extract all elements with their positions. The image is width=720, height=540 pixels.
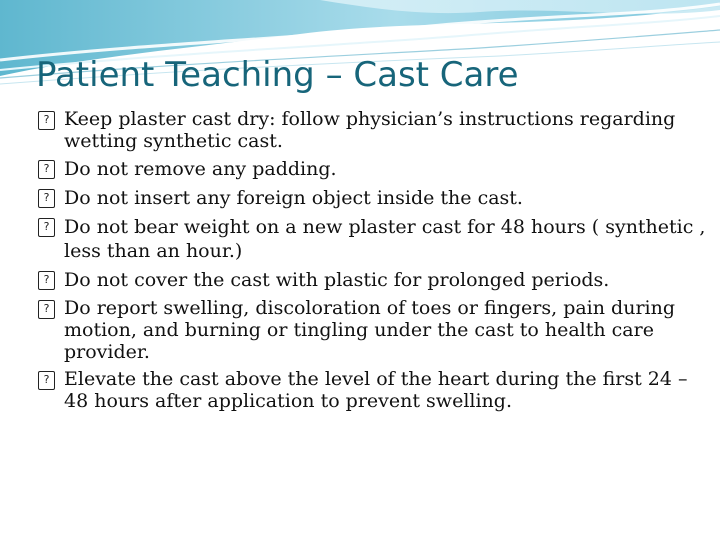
bullet-text: Do not bear weight on a new plaster cast for 48 hours ( synthetic , less than an hour.) — [64, 216, 706, 262]
bullet-text: Do report swelling, discoloration of toes or fingers, pain during motion, and burning or tingling under the cast to health care provider. — [64, 297, 675, 363]
replacement-character-box-icon: ? — [38, 271, 55, 290]
bullet-text: Do not cover the cast with plastic for prolonged periods. — [64, 269, 610, 291]
replacement-character-box-icon: ? — [38, 371, 55, 390]
replacement-character-box-icon: ? — [38, 160, 55, 179]
bullet-item — [38, 186, 708, 210]
bullet-text: Keep plaster cast dry: follow physician’s instructions regarding wetting synthetic cast. — [64, 108, 676, 152]
bullet-text: Do not insert any foreign object inside the cast. — [64, 187, 523, 209]
bullet-item — [38, 368, 708, 412]
bullet-text: Do not remove any padding. — [64, 158, 337, 180]
replacement-character-box-icon: ? — [38, 300, 55, 319]
replacement-character-box-icon: ? — [38, 189, 55, 208]
replacement-character-box-icon: ? — [38, 111, 55, 130]
bullet-list — [38, 108, 708, 417]
bullet-item — [38, 215, 708, 263]
bullet-item — [38, 157, 708, 181]
slide-title: Patient Teaching – Cast Care — [36, 55, 519, 95]
bullet-item — [38, 108, 708, 152]
replacement-character-box-icon: ? — [38, 218, 55, 237]
bullet-item — [38, 268, 708, 292]
bullet-text: Elevate the cast above the level of the heart during the first 24 – 48 hours after application to prevent swelling. — [64, 368, 688, 412]
bullet-item — [38, 297, 708, 363]
